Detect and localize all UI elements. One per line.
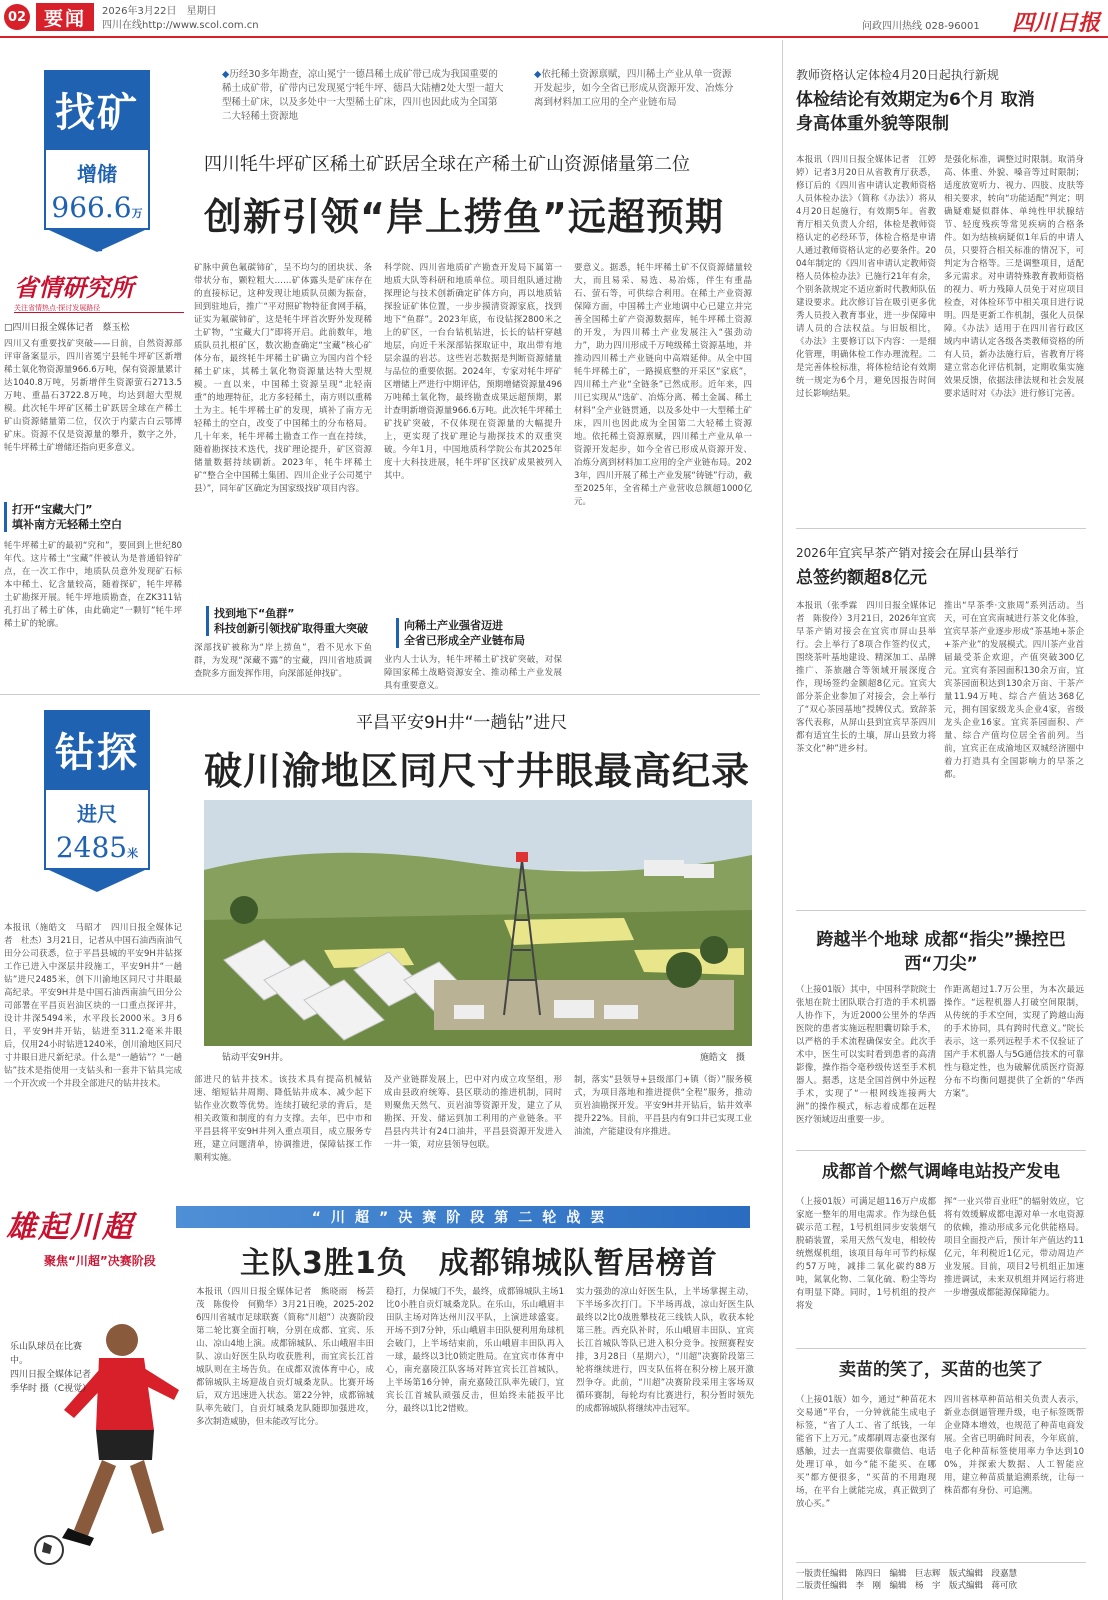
right-column-divider [782,40,783,1600]
zuantan-stat [44,788,150,870]
r1-kicker: 教师资格认定体检4月20日起执行新规 [796,68,999,82]
r3-column-1: （上接01版）其中，中国科学院院士张旭在院士团队联合打造的手术机器人协作下，为近2000公里外的华西医院的患者实施远程胆囊切除手术，以严格的手术流程确保安全。此次手术中，医生可以实时看到患者的高清影像，操作指令毫秒级传送至手术机器人。据悉，这是全国首例中外远程手术，实现了“一根网线连接两大洲”的操作模式，标志着成都在远程医疗领域迈出重要一步。 [796,985,936,1125]
r1-headline: 体检结论有效期定为6个月 取消身高体重外貌等限制 [796,90,1035,134]
chuanchao-photo-caption: 乐山队球员在比赛中。 四川日报全媒体记者 季华时 摄（C视觉） [10,1342,101,1394]
r4-column-2: 挥“一业兴带百业旺”的辐射效应，它将有效缓解成都电源对单一水电资源的依赖，推动形成多元化供能格局。项目全面投产后，预计年产值达约11亿元，年利税近1亿元，带动周边产业发展。目前，项目2号机组正加速推进调试，未来双机组并网运行将进一步增强成都能源保障能力。 [944,1197,1084,1298]
chuanchao-slogan-sub: 聚焦“川超”决赛阶段 [44,1254,156,1268]
article-column-1b: 牦牛坪稀土矿的最初“究和”，要回到上世纪80年代。这片稀土“宝藏”伴被认为是普通铅锌矿点，在一次工作中，地质队员意外发现矿石标本中稀土、钇含量较高，随着探矿，牦牛坪稀土矿勘探开展。牦牛坪地质勘查，在ZK311钻孔打出了稀土矿体，由此确定“一颗钉”牦牛坪稀土矿的轮廓。 [4,541,182,629]
zhaokuang-stat-label: 增储 [77,162,117,186]
header-hotline: 问政四川热线 028-96001 [862,21,980,32]
zuantan-column-left: 本报讯（施皓文 马昭才 四川日报全媒体记者 杜杰）3月21日，记者从中国石油西南油气田分公司获悉，位于平昌县城的平安9H井钻探工作已进入中深层井段施工，平安9H井“一趟钻”进尺2485米，创下川渝地区同尺寸井眼最高纪录。平安9H井是中国石油西南油气田分公司部署在平昌页岩油区块的一口重点探评井，设计井深5494米，水平段长2000米。3月6日，平安9H井开钻，钻进至311.2毫米井眼后，仅用24小时钻进1240米，创川渝地区同尺寸井眼日进尺新纪录。什么是“一趟钻”？“一趟钻”技术是指使用一支钻头和一套井下钻具完成一个开次或一个井段全部进尺的钻井技术。 [4,923,182,1089]
r1-column-2: 是强化标准，调整过时限制。取消身高、体重、外貌、嗓音等过时限制；适度放宽听力、视力、四肢、皮肤等相关要求，转向“功能适配”判定；明确疑难疑似群体、单纯性甲状腺结节、轻度残疾等常见疾病的合格条件。如为结核病疑似1年后的申请人员，只要符合相关标准的情况下，可判定为合格等。三是调整项目，适配多元需求。对申请特殊教育教师资格的视力、听力残障人员免于对应项目检查，对体检环节中相关项目进行说明。四是更新工作机制，强化人员保障。《办法》适用于在四川省行政区域内申请认定各级各类教师资格的所有人员，新办法施行后，省教育厅将建立常态化评估机制，定期收集实施效果反馈，依据法律法规和社会发展要求适时对《办法》进行修订完善。 [944,155,1084,399]
chuanchao-banner: “川超”决赛阶段第二轮战罢 [176,1206,750,1228]
page-number-badge: 02 [4,4,30,30]
kicker-2: 找到地下“鱼群” 科技创新引领找矿取得重大突破 [206,606,368,636]
r5-column-2: 四川省林草种苗站相关负责人表示，新业态倒逼管理升级，电子标签既帮企业降本增效，也规范了种苗电商发展。全省已明确时间表，今年底前，电子化种苗标签使用率力争达到100%，并探索大数据、人工智能应用，建立种苗质量追溯系统，让每一株苗都有身份、可追溯。 [944,1395,1084,1496]
header-date: 2026年3月22日 星期日 [102,6,217,17]
zuantan-stat-label: 进尺 [77,802,117,826]
section-divider-1 [0,694,760,695]
zuantan-badge: 钻探 [44,710,150,788]
article-column-3: 科学院、四川省地质矿产勘查开发局下属第一地质大队等科研和地质单位。项目组队通过勘探理论与技术创新确定矿体方向，再以地质钻探验证矿体位置，一步步摸清资源家底，找到地下“鱼群”。2023年底，布设钻探2800米之上的矿区，一台台钻机钻进，长长的钻杆穿越地层，向近千米深部钻探取证中，取出带有地层余温的岩芯。这些岩芯数据是判断资源储量与品位的重要依据。2024年，专家对牦牛坪矿区增储上严进行中期评估，预期增储资源量496万吨稀土氧化物，最终勘查成果远超预期，累计查明新增资源量966.6万吨。此次牦牛坪稀土矿找矿突破，不仅体现在资源量的大幅提升上，更实现了找矿理论与勘探技术的双重突破。今年1月，中国地质科学院公布其2025年度十大科技进展，牦牛坪矿区找矿成果被列入其中。 [384,263,562,481]
r4-headline: 成都首个燃气调峰电站投产发电 [822,1162,1060,1182]
zuantan-column-a: 部进尺的钻井技术。该技术具有提高机械钻速、缩短钻井周期、降低钻井成本、减少起下钻作业次数等优势。连续打破纪录的背后，是相关政策和制度的有力支撑。去年，巴中市和平昌县将平安9H井列入重点项目，成立服务专班，建立问题清单，协调推进，保障钻探工作顺利实施。 [194,1075,372,1163]
column-rule [14,312,184,313]
editor-credits-line-1: 一版责任编辑 陈四曰 编辑 巨志辉 版式编辑 段嘉慧 [796,1569,1018,1579]
right-divider-4 [796,1348,1086,1349]
zhaokuang-badge: 找矿 [44,70,150,148]
r5-column-1: （上接01版）如今，通过“种苗花木交易通”平台，一分钟就能生成电子标签，“省了人工、省了纸钱，一年能省下上万元。”成都刷周志豪也深有感触，过去一直需要依靠微信、电话处理订单，如今“能不能买、在哪买”都方便很多，“买苗的不用跑现场，在平台上就能完成，真正做到了放心买。” [796,1395,936,1509]
article-column-4: 要意义。据悉，牦牛坪稀土矿不仅资源储量较大，而且易采、易选、易冶炼，伴生有重晶石、萤石等，可供综合利用。在稀土产业资源保障方面，中国稀土产业地调中心已建立并完善全国稀土矿产资源数据库，牦牛坪稀土资源的开发，为四川稀土产业发展注入“强劲动力”，助力四川形成千万吨级稀土资源基地，并推动四川稀土产业链向中高端延伸。从全中国牦牛坪稀土矿，一路摸底整的开采区“家底”，四川稀土产业“全链条”已然成形。近年来，四川已实现从“选矿、冶炼分离、稀土金属、稀土材料”全产业链贯通，以及多处中一大型稀土矿床，四川也因此成为全国第二大轻稀土资源地。依托稀土资源禀赋，四川稀土产业从单一资源开发起步，如今全省已形成从资源开发、冶炼分离到材料加工应用的全产业链布局。2023年，四川开展了稀土产业发展“铸链”行动，截至2025年，全省稀土产业营收总额超1000亿元。 [574,263,752,507]
zhaokuang-subhead: 四川牦牛坪矿区稀土矿跃居全球在产稀土矿山资源储量第二位 [204,154,690,175]
footer-rule [796,1562,1086,1563]
newspaper-logo: 四川日报 [1012,10,1101,36]
r2-column-2: 推出“早茶季·文旅周”系列活动。当天，可在宜宾南城进行茶文化体验，宜宾早茶产业逐步形成“茶基地+茶企+茶产业”的发展模式。四川茶产业首届最受茶企欢迎，产值突破300亿元。宜宾有茶园面积130余万亩，宜宾茶园面积达到130余万亩、干茶产量11.94万吨、综合产值达368亿元，拥有国家级龙头企业4家，省级龙头企业16家。宜宾茶园面积、产量、综合产值均位居全省前列。当前，宜宾正在成渝地区双城经济圈中着力打造具有全国影响力的早茶之都。 [944,601,1084,780]
article-column-3b: 业内人士认为，牦牛坪稀土矿找矿突破，对保障国家稀土战略资源安全、推动稀土产业发展具有重要意义。 [384,655,562,691]
header-rule [0,36,1108,38]
r2-headline: 总签约额超8亿元 [796,568,927,588]
editor-credits-line-2: 二版责任编辑 李 刚 编辑 杨 宇 版式编辑 蒋可欣 [796,1581,1018,1591]
zuantan-photo-credit: 施皓文 摄 [700,1053,746,1063]
editor-credits [796,1568,1096,1592]
football-player-photo [4,1280,190,1580]
r2-kicker: 2026年宜宾早茶产销对接会在屏山县举行 [796,546,1019,560]
football-player-illustration [4,1280,190,1580]
r5-headline: 卖苗的笑了，买苗的也笑了 [839,1360,1043,1380]
article-column-2: 矿脉中黄色氟碳铈矿，呈不均匀的团块状、条带状分布，颗粒粗大……矿体露头是矿床存在的直接标记，这种发现让地质队员颇为振奋，回到驻地后，推广“平对照矿物特征食网手稿，证实为氟碳铈矿，这是牦牛坪首次野外发现稀土矿物，“宝藏大门”即将开启。此前数年，地质队员扎根矿区，数次勘查确定“宝藏”核心矿体分布，最终牦牛坪稀土矿确立为国内首个轻稀土矿床，其稀土氧化物资源量达特大型规模。一直以来，中国稀土资源呈现“北轻南重”的地理特征，北方多轻稀土，南方则以重稀土为主。牦牛坪稀土矿的发现，填补了南方无轻稀土的空白，改变了中国稀土的分布格局。几十年来，牦牛坪稀土勘查工作一直在持续，随着勘探技术迭代，找矿理论提升，矿区资源储量数据持续刷新。2023年，牦牛坪稀土矿“整合全中国稀土集团、四川企业子公司冕宁县）”，同年矿区确定为国家级找矿项目内容。 [194,263,372,494]
column-logo: 省情研究所 [14,273,134,302]
right-divider-3 [796,1150,1086,1151]
article-column-1: 四川又有重要找矿突破——日前，自然资源部评审备案显示，四川省冕宁县牦牛坪矿区新增稀土氧化物资源量966.6万吨，保有资源量累计达1040.8万吨，另新增伴生资源萤石2713.5万吨、重晶石3722.8万吨，均达到超大型规模。此次牦牛坪矿区稀土矿跃居全球在产稀土矿山资源储量第二位，仅次于内蒙古白云鄂博矿床。资源不仅是资源量的攀升，数字之外，牦牛坪稀土矿增储还指向更多意义。 [4,339,182,453]
r3-column-2: 作距离超过1.7万公里，为本次最远操作。“远程机器人打破空间限制，从传统的手术空间，实现了跨越山海的手术协同，具有跨时代意义。”院长表示，这一系列远程手术不仅验证了国产手术机器人与5G通信技术的可靠性与稳定性，也为破解优质医疗资源分布不均衡问题提供了全新的“华西方案”。 [944,985,1084,1099]
zhaokuang-pointer [49,230,145,252]
zuantan-stat-unit: 米 [127,847,139,860]
intro-bullet-1: ◆历经30多年勘查，凉山冕宁一德昌稀土成矿带已成为我国重要的稀土成矿带，矿带内已发现冕宁牦牛坪、德昌大陆槽2处大型一超大型稀土矿床，以及多处中一大型稀土矿床，四川也因此成为全国第二大轻稀土资源地 [222,69,504,122]
drilling-rig-illustration [204,800,752,1046]
zuantan-stat-number: 2485 [55,831,128,864]
chuanchao-headline: 主队3胜1负 成都锦城队暂居榜首 [240,1246,718,1281]
kicker-1: 打开“宝藏大门” 填补南方无轻稀土空白 [4,502,182,532]
right-divider-1 [796,528,1086,529]
zuantan-column-b: 及产业链群发展上，巴中对内成立攻坚组，形成由县政府统筹、县区联动的推进机制，同时则聚焦天然气、页岩油等资源开发，建立了从勘探、开发、储运到加工利用的产业链条。平昌县内共计有24口油井，平昌县资源开发进入一井一策，对应县领导包联。 [384,1075,562,1150]
article-column-2b: 深部找矿被称为“岸上捞鱼”，看不见水下鱼群，为发现“深藏不露”的宝藏，四川省地质调查院多方面发挥作用，向深部延伸找矿。 [194,643,372,679]
chuanchao-slogan: 雄起川超 [6,1210,134,1245]
column-logo-block [14,268,184,312]
zuantan-subhead: 平昌平安9H井“一趟钻”进尺 [356,713,568,733]
zhaokuang-headline: 创新引领“岸上捞鱼”远超预期 [204,195,724,239]
header-site: 四川在线http://www.scol.com.cn [102,20,259,31]
r2-column-1: 本报讯（张季霖 四川日报全媒体记者 陈俊伶）3月21日，2026年宜宾早茶产销对接会在宜宾市屏山县举行。会上举行了8项合作签约仪式，围绕茶叶基地建设、精深加工、品牌推广、茶旅融合等领域开展深度合作，现场签约金额超8亿元。宜宾大部分茶企业参加了对接会，会上举行了“双心茶园基地”授牌仪式。致辞茶客代表称，从屏山县到宜宾早茶四川都有适宜生长的土壤，屏山县致力将茶文化“种”进乡村。 [796,601,936,754]
zhaokuang-stat-number: 966.6 [51,191,132,224]
section-label: 要闻 [36,3,94,31]
byline: □四川日报全媒体记者 蔡玉松 [4,323,130,333]
zuantan-photo-caption: 钻动平安9H井。 [222,1053,289,1063]
zuantan-column-c: 制，落实“县领导+县级部门+镇（街）”服务模式，为项目落地和推进提供“全程”服务，推动页岩油勘探开发。平安9H井开钻后，钻井效率提升22%。目前，平昌县内有9口井已实现工业油流，产能建设有序推进。 [574,1075,752,1137]
zuantan-headline: 破川渝地区同尺寸井眼最高纪录 [204,749,751,793]
zhaokuang-stat [44,148,150,253]
chuanchao-column-1: 本报讯（四川日报全媒体记者 熊晓雨 杨芸茂 陈俊伶 何勤华）3月21日晚，2025-2026四川省城市足球联赛（简称“川超”）决赛阶段第二轮比赛全面打响，分别在成都、宜宾、乐山、凉山4地上演。成都锦城队、乐山峨眉丰田队、凉山好医生队均收获胜利，而宜宾长江首城队则在主场告负。在成都双流体育中心，成都锦城队主场迎战自贡灯城桑龙队。比赛开场后，双方迅速进入状态。第22分钟，成都锦城队率先破门，自贡灯城桑龙队随即加强进攻，多次制造威胁，但未能改写比分。 [196,1287,374,1427]
right-divider-2 [796,910,1086,911]
chuanchao-column-3: 实力强劲的凉山好医生队，上半场掌握主动，下半场多次打门。下半场再战，凉山好医生队最终以2比0战胜攀枝花三线铁人队，收获本轮第三胜。西充队补时，乐山峨眉丰田队、宜宾长江首城队等队已进入积分竞争。按照赛程安排，3月28日（星期六），“川超”决赛阶段第三轮将继续进行，四支队伍将在积分榜上展开激烈争夺。此前，“川超”决赛阶段采用主客场双循环赛制，每轮均有比赛进行，积分暂时领先的成都锦城队将继续冲击冠军。 [576,1287,754,1414]
drilling-rig-photo [204,800,752,1046]
intro-bullet-2: ◆依托稀土资源禀赋，四川稀土产业从单一资源开发起步，如今全省已形成从资源开发、冶炼分离到材料加工应用的全产业链布局 [534,69,734,108]
chuanchao-column-2: 稳打，力保城门不失，最终，成都锦城队主场1比0小胜自贡灯城桑龙队。在乐山，乐山峨眉丰田队主场对阵达州川汉平队，上演进球盛宴。开场不到7分钟，乐山峨眉丰田队便利用角球机会破门，上半场结束前，乐山峨眉丰田队再入一球，最终以3比0锁定胜局。在宜宾市体育中心，南充嘉陵江队客场对阵宜宾长江首城队，上半场第16分钟，南充嘉陵江队率先破门，宜宾长江首城队顽强反击，但始终未能扳平比分，最终以1比2惜败。 [386,1287,564,1414]
r1-column-1: 本报讯（四川日报全媒体记者 江婷婷）记者3月20日从省教育厅获悉，修订后的《四川省申请认定教师资格人员体检办法》（简称《办法》）将从4月20日起施行，有效期5年。省教育厅相关负责人介绍，体检是教师资格认定的必经环节，体检合格是申请人通过教师资格认定的必要条件。2004年制定的《四川省申请认定教师资格人员体检办法》已施行21年有余，个别条款规定不适应新时代教师队伍建设要求。此次修订旨在吸引更多优秀人员投入教育事业，进一步保障申请人员的合法权益。与旧版相比，《办法》主要修订以下内容：一是细化管理，明确体检工作办理流程。二是完善体检标准，将体检结论有效期统一规定为6个月，避免因报告时间过长影响结果。 [796,155,936,399]
kicker-3: 向稀土产业强省迈进 全省已形成全产业链布局 [396,618,558,648]
r3-headline: 跨越半个地球 成都“指尖”操控巴西“刀尖” [816,930,1066,974]
header-date-block [102,5,259,33]
r4-column-1: （上接01版）可满足超116万户成都家庭一整年的用电需求。作为绿色低碳示范工程，1号机组同步安装烟气脱硝装置，采用天然气发电，相较传统燃煤机组，该项目每年可节约标煤约57万吨，减排二氧化碳约88万吨，氮氧化物、二氧化硫、粉尘等均有明显下降。同时，1号机组的投产将发 [796,1197,936,1311]
zhaokuang-stat-unit: 万吨 [91,207,143,253]
column-tag: 关注省情热点·探讨发展路径 [14,304,101,312]
zuantan-pointer [49,870,145,892]
